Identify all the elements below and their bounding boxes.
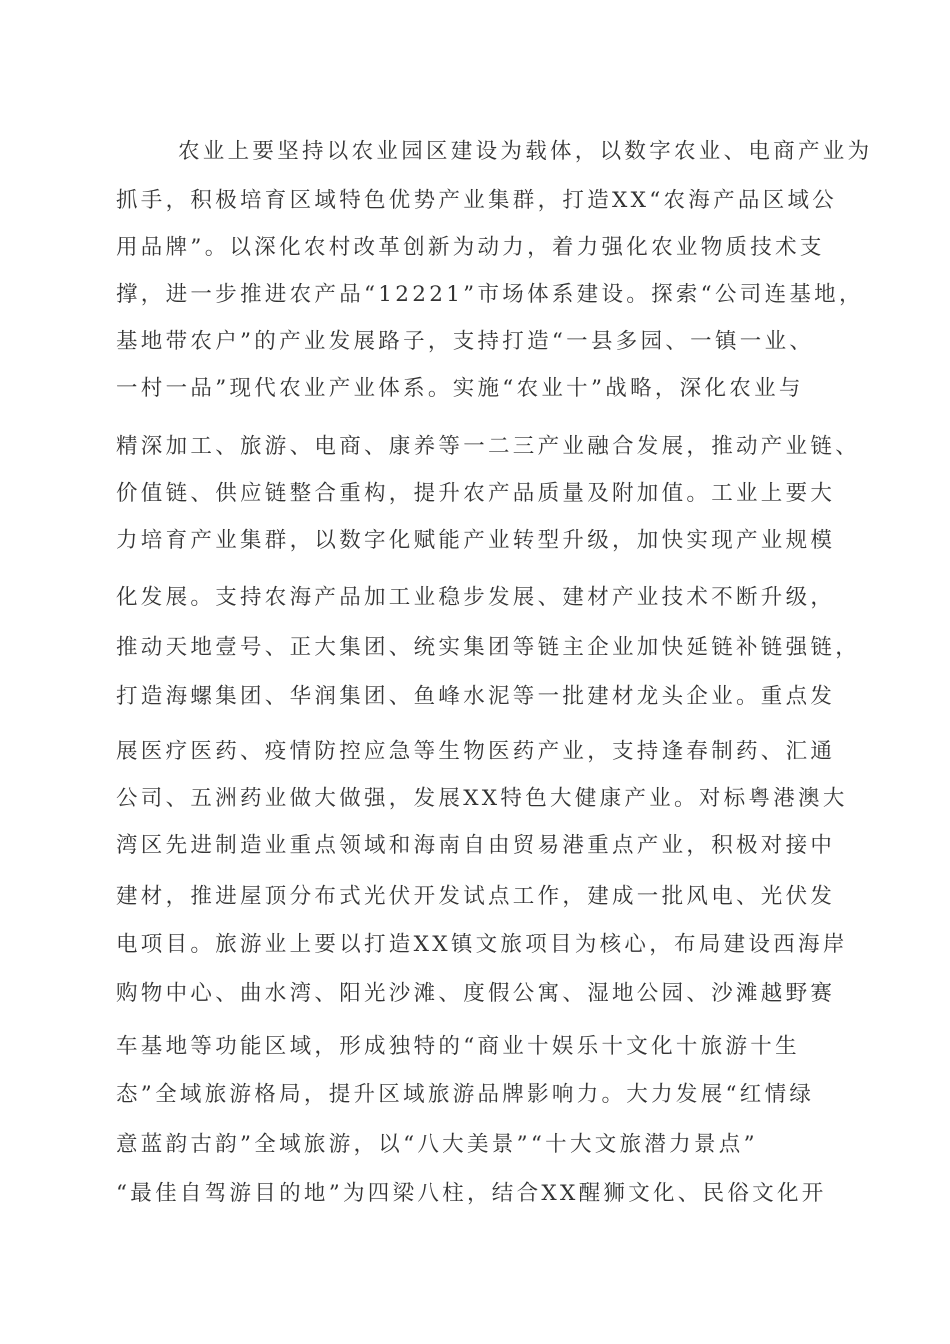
paragraph-line: 推动天地壹号、正大集团、统实集团等链主企业加快延链补链强链， [116,635,861,660]
paragraph-line: 抓手，积极培育区域特色优势产业集群，打造XX“农海产品区域公 [116,188,838,213]
paragraph-line: 电项目。旅游业上要以打造XX镇文旅项目为核心，布局建设西海岸 [116,932,848,957]
paragraph-line: 精深加工、旅游、电商、康养等一二三产业融合发展，推动产业链、 [116,434,861,459]
paragraph-line: “最佳自驾游目的地”为四梁八柱，结合XX醒狮文化、民俗文化开 [116,1181,827,1206]
paragraph-line: 湾区先进制造业重点领域和海南自由贸易港重点产业，积极对接中 [116,833,836,858]
paragraph-line: 展医疗医药、疫情防控应急等生物医药产业，支持逢春制药、汇通 [116,739,836,764]
paragraph-line: 一村一品”现代农业产业体系。实施“农业十”战略，深化农业与 [116,376,804,401]
paragraph-line: 意蓝韵古韵”全域旅游，以“八大美景”“十大文旅潜力景点” [116,1132,758,1157]
paragraph-line: 建材，推进屋顶分布式光伏开发试点工作，建成一批风电、光伏发 [116,884,836,909]
paragraph-line: 用品牌”。以深化农村改革创新为动力，着力强化农业物质技术支 [116,235,825,260]
paragraph-line: 车基地等功能区域，形成独特的“商业十娱乐十文化十旅游十生 [116,1034,800,1059]
paragraph-line: 打造海螺集团、华润集团、鱼峰水泥等一批建材龙头企业。重点发 [116,684,836,709]
paragraph-line: 购物中心、曲水湾、阳光沙滩、度假公寓、湿地公园、沙滩越野赛 [116,981,836,1006]
paragraph-line: 公司、五洲药业做大做强，发展XX特色大健康产业。对标粤港澳大 [116,786,848,811]
paragraph-line: 态”全域旅游格局，提升区域旅游品牌影响力。大力发展“红情绿 [116,1082,815,1107]
paragraph-line: 化发展。支持农海产品加工业稳步发展、建材产业技术不断升级， [116,585,836,610]
paragraph-line: 基地带农户”的产业发展路子，支持打造“一县多园、一镇一业、 [116,329,815,354]
paragraph-line: 力培育产业集群，以数字化赋能产业转型升级，加快实现产业规模 [116,528,836,553]
paragraph-line: 农业上要坚持以农业园区建设为载体，以数字农业、电商产业为 [178,139,873,164]
paragraph-line: 撑，进一步推进农产品“12221”市场体系建设。探索“公司连基地， [116,282,864,307]
paragraph-line: 价值链、供应链整合重构，提升农产品质量及附加值。工业上要大 [116,481,836,506]
